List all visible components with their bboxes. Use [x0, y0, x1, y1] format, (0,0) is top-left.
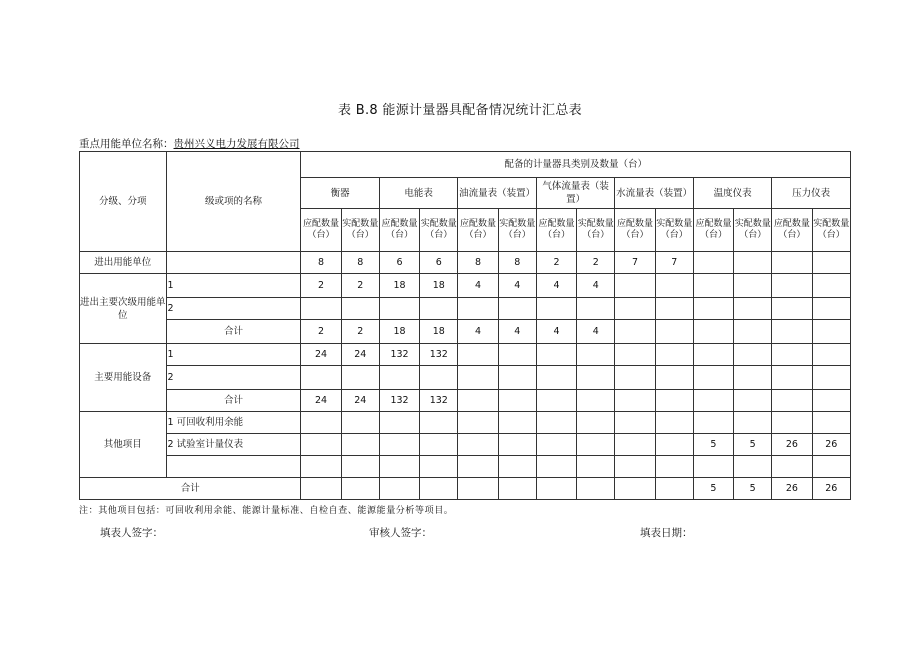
value-cell	[812, 298, 850, 320]
value-cell	[536, 298, 576, 320]
row-level-cell: 其他项目	[80, 412, 167, 478]
value-cell	[341, 456, 379, 478]
value-cell	[812, 344, 850, 366]
value-cell	[577, 366, 615, 390]
value-cell: 6	[379, 252, 419, 274]
value-cell	[734, 390, 772, 412]
category-header: 压力仪表	[772, 178, 851, 209]
value-cell: 24	[341, 390, 379, 412]
value-cell	[655, 320, 693, 344]
value-cell	[379, 434, 419, 456]
sub-header: 应配数量（台）	[693, 209, 733, 252]
value-cell: 8	[458, 252, 498, 274]
table-body	[80, 152, 851, 500]
category-header: 电能表	[379, 178, 457, 209]
value-cell	[734, 412, 772, 434]
value-cell	[615, 366, 655, 390]
value-cell	[458, 344, 498, 366]
header-group: 配备的计量器具类别及数量（台）	[301, 152, 851, 178]
total-value-cell	[615, 478, 655, 500]
total-value-cell: 5	[693, 478, 733, 500]
value-cell: 132	[379, 390, 419, 412]
value-cell	[772, 390, 812, 412]
value-cell: 2	[301, 274, 341, 298]
reviewer-signature-label: 审核人签字：	[369, 527, 432, 539]
value-cell: 2	[301, 320, 341, 344]
total-value-cell: 5	[734, 478, 772, 500]
sub-header: 应配数量（台）	[772, 209, 812, 252]
value-cell	[772, 344, 812, 366]
table-row	[80, 390, 851, 412]
total-row	[80, 478, 851, 500]
value-cell	[498, 298, 536, 320]
value-cell: 2	[536, 252, 576, 274]
value-cell	[655, 456, 693, 478]
value-cell	[420, 456, 458, 478]
value-cell: 4	[458, 274, 498, 298]
row-name-cell: 1	[166, 274, 301, 298]
value-cell	[812, 274, 850, 298]
value-cell: 4	[577, 274, 615, 298]
value-cell	[734, 320, 772, 344]
statistics-table	[79, 151, 851, 500]
value-cell: 18	[379, 320, 419, 344]
value-cell	[655, 344, 693, 366]
value-cell	[772, 298, 812, 320]
row-name-cell: 2 试验室计量仪表	[166, 434, 301, 456]
value-cell	[693, 252, 733, 274]
table-row	[80, 412, 851, 434]
value-cell: 8	[341, 252, 379, 274]
value-cell	[655, 434, 693, 456]
header-row-group	[80, 152, 851, 178]
value-cell	[734, 274, 772, 298]
sub-header: 实配数量（台）	[577, 209, 615, 252]
sub-header: 实配数量（台）	[420, 209, 458, 252]
value-cell	[772, 252, 812, 274]
fill-date-label: 填表日期：	[640, 527, 693, 539]
table-row	[80, 320, 851, 344]
header-level: 分级、分项	[80, 152, 167, 252]
value-cell	[693, 456, 733, 478]
value-cell	[693, 366, 733, 390]
value-cell	[341, 298, 379, 320]
sub-header: 实配数量（台）	[655, 209, 693, 252]
value-cell	[498, 412, 536, 434]
header-name: 级或项的名称	[166, 152, 301, 252]
value-cell	[615, 298, 655, 320]
row-name-cell: 合计	[166, 390, 301, 412]
category-header: 油流量表（装置）	[458, 178, 536, 209]
sub-header: 实配数量（台）	[498, 209, 536, 252]
value-cell	[458, 298, 498, 320]
row-name-cell	[166, 252, 301, 274]
row-name-cell: 1	[166, 344, 301, 366]
value-cell	[536, 390, 576, 412]
value-cell	[458, 456, 498, 478]
value-cell	[536, 366, 576, 390]
value-cell	[655, 274, 693, 298]
value-cell	[693, 390, 733, 412]
value-cell	[577, 412, 615, 434]
total-value-cell	[458, 478, 498, 500]
value-cell	[734, 344, 772, 366]
value-cell	[379, 366, 419, 390]
value-cell: 4	[498, 274, 536, 298]
sub-header: 实配数量（台）	[812, 209, 850, 252]
value-cell	[341, 412, 379, 434]
row-level-cell: 主要用能设备	[80, 344, 167, 412]
value-cell: 18	[379, 274, 419, 298]
value-cell: 8	[301, 252, 341, 274]
value-cell	[734, 366, 772, 390]
unit-name-value: 贵州兴义电力发展有限公司	[173, 138, 300, 150]
value-cell	[498, 390, 536, 412]
value-cell	[458, 434, 498, 456]
table-row	[80, 434, 851, 456]
value-cell	[615, 456, 655, 478]
value-cell: 24	[301, 390, 341, 412]
value-cell	[812, 320, 850, 344]
value-cell	[498, 456, 536, 478]
value-cell	[458, 366, 498, 390]
value-cell: 5	[734, 434, 772, 456]
total-value-cell	[379, 478, 419, 500]
value-cell: 5	[693, 434, 733, 456]
value-cell	[772, 456, 812, 478]
total-value-cell	[301, 478, 341, 500]
value-cell: 4	[536, 320, 576, 344]
value-cell	[420, 412, 458, 434]
value-cell: 18	[420, 274, 458, 298]
value-cell	[615, 412, 655, 434]
value-cell	[420, 434, 458, 456]
value-cell	[615, 344, 655, 366]
value-cell	[812, 456, 850, 478]
value-cell	[734, 456, 772, 478]
value-cell	[655, 298, 693, 320]
value-cell: 6	[420, 252, 458, 274]
value-cell	[379, 412, 419, 434]
value-cell	[615, 390, 655, 412]
value-cell	[812, 252, 850, 274]
value-cell	[577, 298, 615, 320]
table-row	[80, 298, 851, 320]
table-row	[80, 456, 851, 478]
value-cell	[301, 298, 341, 320]
table-row	[80, 252, 851, 274]
category-header: 温度仪表	[693, 178, 771, 209]
value-cell	[693, 320, 733, 344]
total-value-cell	[577, 478, 615, 500]
value-cell	[301, 366, 341, 390]
value-cell: 132	[420, 390, 458, 412]
value-cell	[615, 320, 655, 344]
value-cell	[734, 252, 772, 274]
value-cell	[655, 412, 693, 434]
value-cell: 4	[536, 274, 576, 298]
value-cell	[379, 298, 419, 320]
category-header: 衡器	[301, 178, 379, 209]
table-row	[80, 274, 851, 298]
value-cell	[615, 274, 655, 298]
value-cell	[734, 298, 772, 320]
table-row	[80, 366, 851, 390]
value-cell	[812, 366, 850, 390]
unit-name-label: 重点用能单位名称：	[79, 138, 174, 150]
total-value-cell	[341, 478, 379, 500]
value-cell	[812, 390, 850, 412]
table-title: 表 B.8 能源计量器具配备情况统计汇总表	[338, 103, 582, 118]
value-cell	[536, 456, 576, 478]
value-cell	[577, 456, 615, 478]
value-cell	[458, 412, 498, 434]
value-cell	[812, 412, 850, 434]
total-value-cell	[655, 478, 693, 500]
value-cell	[301, 412, 341, 434]
sub-header: 实配数量（台）	[341, 209, 379, 252]
row-level-cell: 进出主要次级用能单位	[80, 274, 167, 344]
value-cell	[301, 456, 341, 478]
total-value-cell	[498, 478, 536, 500]
total-value-cell: 26	[812, 478, 850, 500]
value-cell	[420, 298, 458, 320]
value-cell	[615, 434, 655, 456]
value-cell	[498, 366, 536, 390]
value-cell	[577, 434, 615, 456]
value-cell	[772, 412, 812, 434]
row-name-cell: 2	[166, 298, 301, 320]
sub-header: 应配数量（台）	[379, 209, 419, 252]
value-cell: 26	[812, 434, 850, 456]
row-name-cell: 合计	[166, 320, 301, 344]
category-header: 水流量表（装置）	[615, 178, 693, 209]
value-cell	[341, 434, 379, 456]
sub-header: 应配数量（台）	[536, 209, 576, 252]
value-cell	[536, 344, 576, 366]
value-cell	[693, 274, 733, 298]
total-label: 合计	[80, 478, 301, 500]
value-cell: 2	[341, 320, 379, 344]
total-value-cell: 26	[772, 478, 812, 500]
value-cell	[341, 366, 379, 390]
row-level-cell: 进出用能单位	[80, 252, 167, 274]
value-cell: 132	[420, 344, 458, 366]
unit-name-line	[79, 136, 300, 151]
value-cell	[498, 344, 536, 366]
value-cell	[536, 434, 576, 456]
footnote: 注：其他项目包括：可回收利用余能、能源计量标准、自检自查、能源能量分析等项目。	[79, 506, 454, 516]
value-cell	[301, 434, 341, 456]
value-cell: 4	[458, 320, 498, 344]
value-cell	[655, 390, 693, 412]
value-cell	[772, 274, 812, 298]
value-cell	[420, 366, 458, 390]
value-cell: 4	[498, 320, 536, 344]
value-cell	[693, 412, 733, 434]
value-cell	[379, 456, 419, 478]
value-cell: 24	[341, 344, 379, 366]
value-cell	[693, 298, 733, 320]
value-cell: 7	[655, 252, 693, 274]
value-cell: 26	[772, 434, 812, 456]
value-cell	[693, 344, 733, 366]
value-cell: 24	[301, 344, 341, 366]
row-name-cell: 1 可回收利用余能	[166, 412, 301, 434]
total-value-cell	[420, 478, 458, 500]
value-cell	[772, 320, 812, 344]
row-name-cell	[166, 456, 301, 478]
sub-header: 应配数量（台）	[615, 209, 655, 252]
value-cell	[772, 366, 812, 390]
filler-signature-label: 填表人签字：	[100, 527, 163, 539]
value-cell: 132	[379, 344, 419, 366]
value-cell	[577, 344, 615, 366]
sub-header: 应配数量（台）	[458, 209, 498, 252]
value-cell: 4	[577, 320, 615, 344]
sub-header: 实配数量（台）	[734, 209, 772, 252]
value-cell: 2	[341, 274, 379, 298]
value-cell: 2	[577, 252, 615, 274]
total-value-cell	[536, 478, 576, 500]
sub-header: 应配数量（台）	[301, 209, 341, 252]
value-cell	[498, 434, 536, 456]
row-name-cell: 2	[166, 366, 301, 390]
value-cell	[458, 390, 498, 412]
value-cell	[655, 366, 693, 390]
table-row	[80, 344, 851, 366]
category-header: 气体流量表（装置）	[536, 178, 614, 209]
value-cell: 7	[615, 252, 655, 274]
value-cell: 18	[420, 320, 458, 344]
value-cell	[577, 390, 615, 412]
value-cell: 8	[498, 252, 536, 274]
value-cell	[536, 412, 576, 434]
